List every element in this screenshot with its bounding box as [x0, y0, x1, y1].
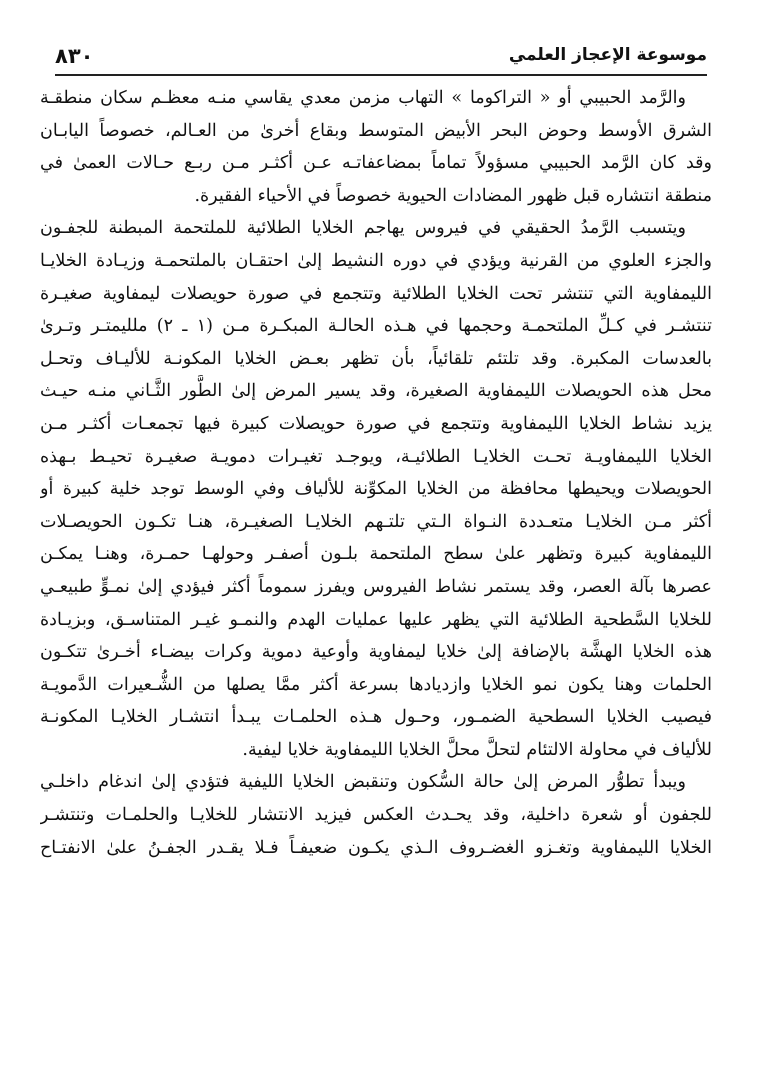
text-line: الشرق الأوسط وحوض البحر الأبيض المتوسط وبقاع أخرىٰ من العـالم، خصوصاً اليابـان [40, 120, 712, 141]
text-line: الحلمات وهنا يكون نمو الخلايا وازديادها بسرعة أكثر ممَّا يصلها من الشُّـعيرات الدَّمويـة [40, 674, 712, 695]
header-divider [55, 74, 707, 76]
text-line: فيصيب الخلايا السطحية الضمـور، وحـول هـذه الحلمـات يبـدأ انتشـار الخلايـا المكونـة [40, 707, 712, 728]
text-line: هذه الخلايا الهشَّة بالإضافة إلىٰ خلايا ليمفاوية وأوعية دموية وكرات بيضـاء أخـرىٰ تتكـون [40, 642, 712, 663]
text-line: الليمفاوية كبيرة وتظهر علىٰ سطح الملتحمة بلـون أصفـر وحولهـا حمـرة، وهنـا يمكـن [40, 544, 712, 565]
text-line: وقد كان الرَّمد الحبيبي مسؤولاً تماماً بمضاعفاتـه عـن أكثـر مـن ربـع حـالات العمىٰ في [40, 153, 712, 174]
paragraph [40, 766, 712, 864]
paragraph [40, 82, 712, 212]
page-header [55, 42, 707, 72]
paragraph [40, 212, 712, 766]
text-line: بالعدسات المكبرة. وقد تلتئم تلقائياً، بأن تظهر بعـض الخلايا المكونـة للأليـاف وتحـل [40, 348, 712, 369]
text-line: منطقة انتشاره قبل ظهور المضادات الحيوية خصوصاً في الأحياء الفقيرة. [194, 185, 712, 206]
text-line: تنتشـر في كـلِّ الملتحمـة وحجمها في هـذه الحالـة المبكـرة مـن (١ ـ ٢) ملليمتـر وتـرىٰ [40, 316, 712, 337]
text-line: ويبدأ تطوُّر المرض إلىٰ حالة السُّكون وتنقبض الخلايا الليفية فتؤدي إلىٰ اندغام داخلـي [40, 772, 686, 793]
page-number: ٨٣٠ [55, 44, 94, 68]
text-line: عصرها بآلة العصر، وقد يستمر نشاط الفيروس ويفرز سموماً أكثر فيؤدي إلىٰ نمـوٍّ طبيعـي [40, 576, 712, 597]
text-line: الخلايا الليمفاويـة تحـت الخلايـا الطلائيـة، ويوجـد تغيـرات دمويـة صغيـرة تحيـط بـهذه [40, 446, 712, 467]
text-line: محل هذه الحويصلات الليمفاوية الصغيرة، وقد يسير المرض إلىٰ الطَّور الثَّـاني منـه حيـث [40, 381, 712, 402]
body-text [40, 82, 712, 864]
text-line: والرَّمد الحبيبي أو « التراكوما » التهاب مزمن معدي يقاسي منـه معظـم سكان منطقـة [40, 88, 686, 108]
text-line: الحويصلات ويحيطها محافظة من الخلايا المكوِّنة للألياف وفي الوسط توجد خلية كبيرة أو [40, 479, 712, 500]
text-line: الليمفاوية التي تنتشر تحت الخلايا الطلائية وتتجمع في صورة حويصلات ليمفاوية صغيـرة [40, 283, 712, 304]
text-line: ويتسبب الرَّمدُ الحقيقي في فيروس يهاجم الخلايا الطلائية للملتحمة المبطنة للجفـون [40, 218, 686, 239]
text-line: للجفون أو شعرة داخلية، وقد يحـدث العكس فيزيد الانتشار للخلايـا والحلمـات وتنتشـر [40, 805, 712, 826]
text-line: الخلايا الليمفاوية وتغـزو الغضـروف الـذي يكـون ضعيفـاً فـلا يقـدر الجفـنُ علىٰ الانفتـاح [40, 837, 712, 858]
text-line: للألياف في محاولة الالتئام لتحلَّ محلَّ الخلايا الليمفاوية خلايا ليفية. [242, 739, 712, 760]
running-title: موسوعة الإعجاز العلمي [508, 45, 707, 65]
text-line: للخلايا السَّطحية الطلائية التي يظهر عليها عمليات الهدم والنمـو غيـر المتناسـق، وبزيـادة [40, 609, 712, 630]
text-line: يزيد نشاط الخلايا الليمفاوية وتتجمع في صورة حويصلات كبيرة فيها تجمعـات أكثـر مـن [40, 413, 712, 434]
text-line: والجزء العلوي من القرنية ويؤدي في دوره النشيط إلىٰ احتقـان بالملتحمـة وزيـادة الخلايـا [40, 250, 712, 271]
text-line: أكثر مـن الخلايـا متعـددة النـواة الـتي تلتـهم الخلايـا الصغيـرة، هنـا تكـون الحويصـلات [40, 511, 712, 532]
